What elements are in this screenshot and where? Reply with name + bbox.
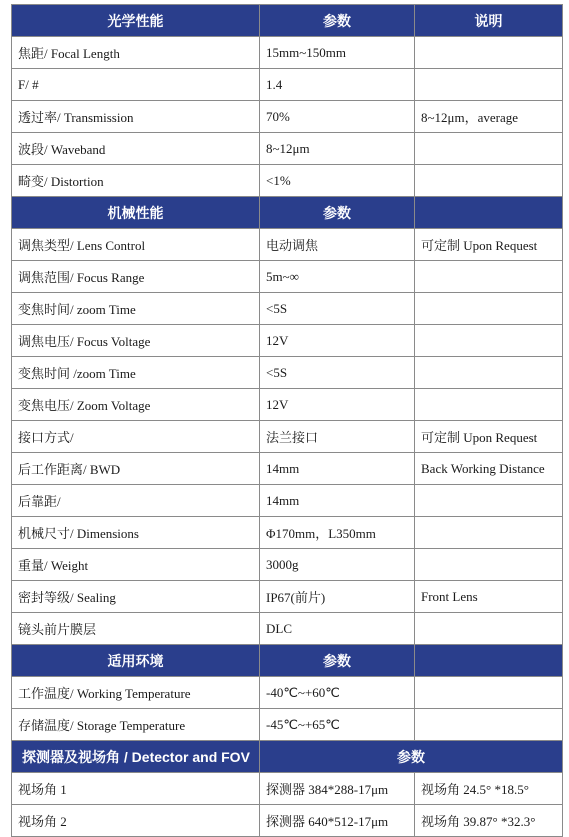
spec-value: 5m~∞ bbox=[260, 261, 415, 293]
spec-label: 透过率/ Transmission bbox=[12, 101, 260, 133]
spec-note bbox=[415, 37, 563, 69]
table-row bbox=[12, 165, 563, 197]
parameter-header: 参数 bbox=[260, 5, 415, 37]
section-title: 机械性能 bbox=[12, 197, 260, 229]
table-row bbox=[12, 677, 563, 709]
spec-value: 12V bbox=[260, 389, 415, 421]
spec-label: 变焦时间/ zoom Time bbox=[12, 293, 260, 325]
note-header bbox=[415, 645, 563, 677]
spec-label: 波段/ Waveband bbox=[12, 133, 260, 165]
table-row bbox=[12, 549, 563, 581]
table-row bbox=[12, 69, 563, 101]
table-row bbox=[12, 581, 563, 613]
spec-note: 视场角 24.5° *18.5° bbox=[415, 773, 563, 805]
spec-label: 变焦电压/ Zoom Voltage bbox=[12, 389, 260, 421]
spec-value: 14mm bbox=[260, 453, 415, 485]
spec-note: 可定制 Upon Request bbox=[415, 229, 563, 261]
table-row bbox=[12, 133, 563, 165]
spec-note bbox=[415, 389, 563, 421]
spec-value: 探测器 384*288-17μm bbox=[260, 773, 415, 805]
table-row bbox=[12, 261, 563, 293]
spec-label: 畸变/ Distortion bbox=[12, 165, 260, 197]
spec-label: 密封等级/ Sealing bbox=[12, 581, 260, 613]
spec-label: 机械尺寸/ Dimensions bbox=[12, 517, 260, 549]
spec-note bbox=[415, 677, 563, 709]
spec-note bbox=[415, 293, 563, 325]
table-row bbox=[12, 773, 563, 805]
spec-label: 后工作距离/ BWD bbox=[12, 453, 260, 485]
spec-value: DLC bbox=[260, 613, 415, 645]
spec-label: 调焦范围/ Focus Range bbox=[12, 261, 260, 293]
spec-label: 调焦电压/ Focus Voltage bbox=[12, 325, 260, 357]
spec-label: 视场角 2 bbox=[12, 805, 260, 837]
section-header-row bbox=[12, 5, 563, 37]
section-header-row bbox=[12, 197, 563, 229]
table-row bbox=[12, 293, 563, 325]
section-title: 光学性能 bbox=[12, 5, 260, 37]
spec-value: -40℃~+60℃ bbox=[260, 677, 415, 709]
table-row bbox=[12, 325, 563, 357]
parameter-header: 参数 bbox=[260, 197, 415, 229]
table-row bbox=[12, 101, 563, 133]
spec-value: <5S bbox=[260, 293, 415, 325]
section-header-row bbox=[12, 741, 563, 773]
note-header: 说明 bbox=[415, 5, 563, 37]
spec-value: 12V bbox=[260, 325, 415, 357]
spec-value: -45℃~+65℃ bbox=[260, 709, 415, 741]
spec-value: 电动调焦 bbox=[260, 229, 415, 261]
table-row bbox=[12, 709, 563, 741]
parameter-header: 参数 bbox=[260, 645, 415, 677]
table-row bbox=[12, 421, 563, 453]
table-row bbox=[12, 613, 563, 645]
spec-note: 视场角 39.87° *32.3° bbox=[415, 805, 563, 837]
parameter-header: 参数 bbox=[260, 741, 563, 773]
spec-value: 法兰接口 bbox=[260, 421, 415, 453]
spec-note bbox=[415, 357, 563, 389]
spec-label: 焦距/ Focal Length bbox=[12, 37, 260, 69]
spec-value: 8~12μm bbox=[260, 133, 415, 165]
spec-label: 接口方式/ bbox=[12, 421, 260, 453]
spec-label: 视场角 1 bbox=[12, 773, 260, 805]
table-row bbox=[12, 389, 563, 421]
spec-value: <5S bbox=[260, 357, 415, 389]
spec-note bbox=[415, 261, 563, 293]
spec-table bbox=[11, 4, 563, 837]
spec-value: 70% bbox=[260, 101, 415, 133]
note-header bbox=[415, 197, 563, 229]
section-header-row bbox=[12, 645, 563, 677]
spec-value: Φ170mm，L350mm bbox=[260, 517, 415, 549]
spec-table-body bbox=[12, 5, 563, 837]
spec-note bbox=[415, 517, 563, 549]
table-row bbox=[12, 453, 563, 485]
spec-note bbox=[415, 325, 563, 357]
spec-note: 可定制 Upon Request bbox=[415, 421, 563, 453]
spec-value: <1% bbox=[260, 165, 415, 197]
spec-label: 重量/ Weight bbox=[12, 549, 260, 581]
table-row bbox=[12, 37, 563, 69]
spec-value: 3000g bbox=[260, 549, 415, 581]
spec-label: 变焦时间 /zoom Time bbox=[12, 357, 260, 389]
table-row bbox=[12, 485, 563, 517]
section-title: 适用环境 bbox=[12, 645, 260, 677]
spec-note: Front Lens bbox=[415, 581, 563, 613]
spec-value: 1.4 bbox=[260, 69, 415, 101]
table-row bbox=[12, 229, 563, 261]
spec-value: 15mm~150mm bbox=[260, 37, 415, 69]
spec-label: 工作温度/ Working Temperature bbox=[12, 677, 260, 709]
spec-note bbox=[415, 613, 563, 645]
spec-label: 存储温度/ Storage Temperature bbox=[12, 709, 260, 741]
section-title: 探测器及视场角 / Detector and FOV bbox=[12, 741, 260, 773]
spec-value: 14mm bbox=[260, 485, 415, 517]
spec-note: Back Working Distance bbox=[415, 453, 563, 485]
spec-label: 后靠距/ bbox=[12, 485, 260, 517]
spec-note bbox=[415, 485, 563, 517]
spec-note bbox=[415, 133, 563, 165]
spec-value: 探测器 640*512-17μm bbox=[260, 805, 415, 837]
table-row bbox=[12, 805, 563, 837]
spec-note bbox=[415, 165, 563, 197]
spec-label: 调焦类型/ Lens Control bbox=[12, 229, 260, 261]
spec-label: F/ # bbox=[12, 69, 260, 101]
table-row bbox=[12, 357, 563, 389]
spec-value: IP67(前片) bbox=[260, 581, 415, 613]
spec-note: 8~12μm，average bbox=[415, 101, 563, 133]
spec-note bbox=[415, 549, 563, 581]
spec-label: 镜头前片膜层 bbox=[12, 613, 260, 645]
spec-note bbox=[415, 709, 563, 741]
spec-note bbox=[415, 69, 563, 101]
table-row bbox=[12, 517, 563, 549]
